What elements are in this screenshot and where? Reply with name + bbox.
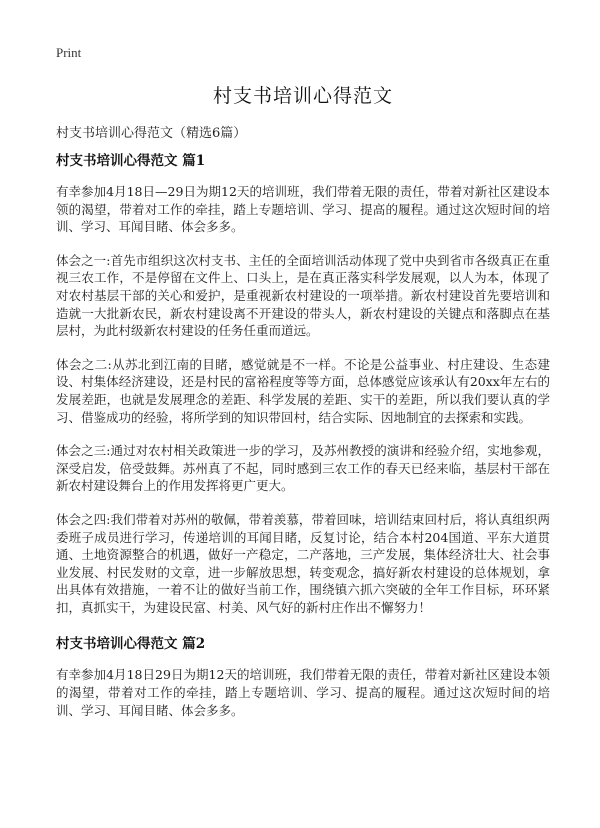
section-heading: 村支书培训心得范文 篇1: [56, 153, 206, 169]
paragraph: 体会之四:我们带着对苏州的敬佩，带着羡慕，带着回味，培训结束回村后，将认真组织两委班子成员进行学习，传递培训的耳闻目睹，反复讨论，结合本村204国道、平东大道贯通、土地资源整合的机遇，做好一产稳定，二产落地，三产发展，集体经济壮大、社会事业发展、村民发财的文章，进一步解放思想，转变观念，搞好新农村建设的总体规划，拿出具体有效措施，一着不让的做好当前工作，围绕镇六抓六突破的全年工作目标，环环紧扣，真抓实干，为建设民富、村美、风气好的新村庄作出不懈努力！: [56, 511, 550, 615]
section-1: [56, 149, 550, 616]
article-body: [56, 149, 550, 735]
section-2: [56, 632, 550, 719]
paragraph: 有幸参加4月18日—29日为期12天的培训班，我们带着无限的责任，带着对新社区建设本领的渴望，带着对工作的牵挂，踏上专题培训、学习、提高的履程。通过这次短时间的培训、学习、耳闻目睹、体会多多。: [56, 184, 550, 235]
paragraph: 体会之二:从苏北到江南的目睹，感觉就是不一样。不论是公益事业、村庄建设、生态建设、村集体经济建设，还是村民的富裕程度等等方面，总体感觉应该承认有20xx年左右的发展差距，也就是发展理念的差距、科学发展的差距、实干的差距，所以我们要认真的学习、借鉴成功的经验，将所学到的知识带回村，结合实际、因地制宜的去探索和实践。: [56, 356, 550, 425]
section-heading: 村支书培训心得范文 篇2: [56, 636, 206, 653]
document-title: 村支书培训心得范文: [212, 85, 393, 107]
paragraph: 有幸参加4月18日29日为期12天的培训班，我们带着无限的责任，带着对新社区建设本领的渴望，带着对工作的牵挂，踏上专题培训、学习、提高的履程。通过这次短时间的培训、学习、耳闻目睹、体会多多。: [56, 667, 550, 718]
print-link[interactable]: Print: [56, 45, 82, 60]
document-subtitle: 村支书培训心得范文（精选6篇）: [56, 126, 247, 141]
paragraph: 体会之三:通过对农村相关政策进一步的学习，及苏州教授的演讲和经验介绍，实地参观，深受启发，倍受鼓舞。苏州真了不起，同时感到三农工作的春天已经来临，基层村干部在新农村建设舞台上的作用发挥将更广更大。: [56, 443, 550, 494]
paragraph: 体会之一:首先市组织这次村支书、主任的全面培训活动体现了党中央到省市各级真正在重视三农工作，不是停留在文件上、口头上，是在真正落实科学发展观，以人为本，体现了对农村基层干部的关心和爱护，是重视新农村建设的一项举措。新农村建设首先要培训和造就一大批新农民，新农村建设离不开建设的带头人，新农村建设的关键点和落脚点在基层村，为此村级新农村建设的任务任重而道远。: [56, 252, 550, 339]
